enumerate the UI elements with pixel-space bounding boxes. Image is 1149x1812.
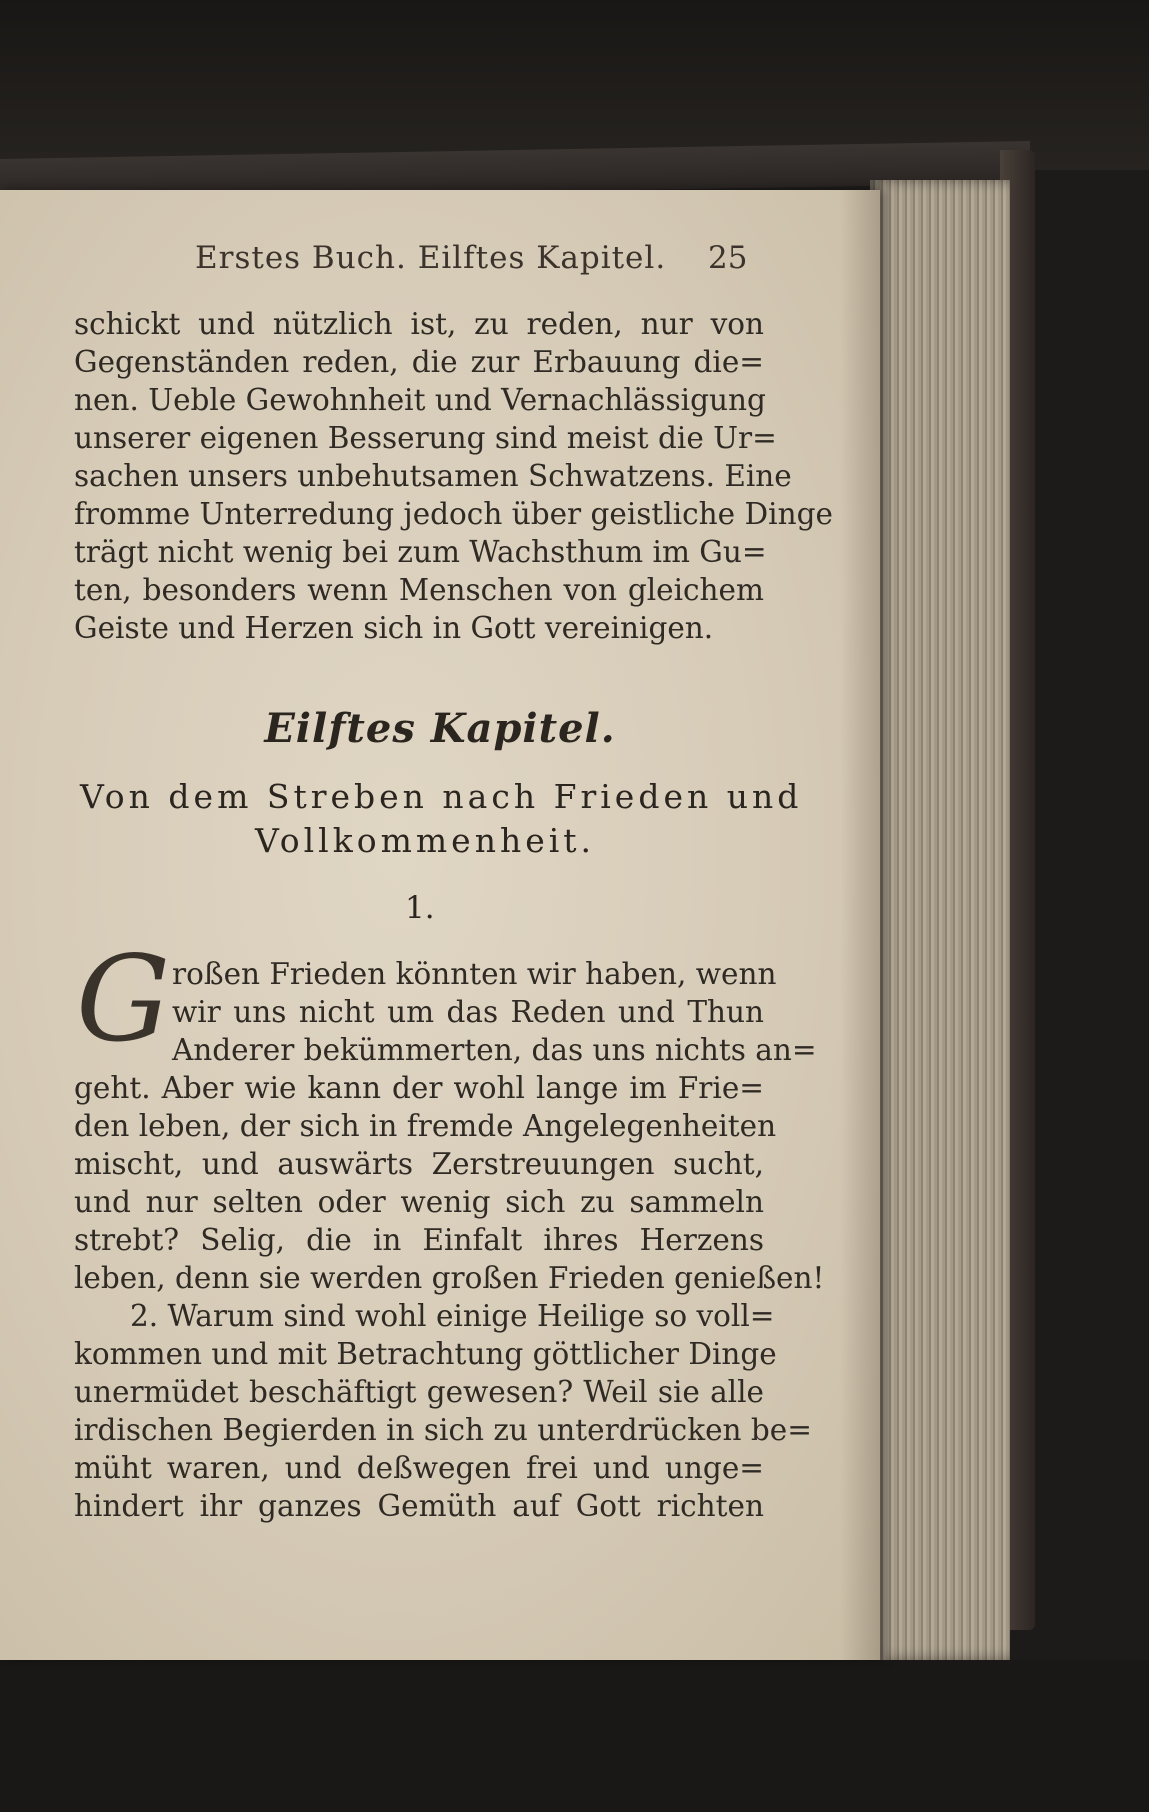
running-head: Erstes Buch. Eilftes Kapitel. [195,240,667,276]
text-line: trägt nicht wenig bei zum Wachsthum im Gu= [74,535,767,569]
text-line: irdischen Begierden in sich zu unterdrücken be= [74,1413,812,1447]
text-line: und nur selten oder wenig sich zu sammeln [74,1185,764,1219]
page-block-edges [870,180,1010,1660]
text-line: 2. Warum sind wohl einige Heilige so voll= [130,1299,775,1333]
page-number: 25 [708,240,748,276]
text-line: Anderer bekümmerten, das uns nichts an= [172,1033,817,1067]
backdrop-bottom [0,1660,1149,1812]
text-line: unermüdet beschäftigt gewesen? Weil sie alle [74,1375,764,1409]
text-line: nen. Ueble Gewohnheit und Vernachlässigung [74,383,766,417]
chapter-subtitle-line: Von dem Streben nach Frieden und [80,777,803,816]
text-line: kommen und mit Betrachtung göttlicher Dinge [74,1337,777,1371]
text-line: geht. Aber wie kann der wohl lange im Frie= [74,1071,764,1105]
chapter-subtitle-line: Vollkommenheit. [254,821,596,860]
text-line: sachen unsers unbehutsamen Schwatzens. Eine [74,459,792,493]
text-line: Geiste und Herzen sich in Gott vereinigen. [74,611,714,645]
text-line: ten, besonders wenn Menschen von gleichem [74,573,764,607]
text-line: strebt? Selig, die in Einfalt ihres Herzens [74,1223,764,1257]
section-number: 1. [405,890,435,926]
text-line: mischt, und auswärts Zerstreuungen sucht, [74,1147,764,1181]
text-line: den leben, der sich in fremde Angelegenheiten [74,1109,777,1143]
text-line: fromme Unterredung jedoch über geistliche Dinge [74,497,833,531]
text-line: leben, denn sie werden großen Frieden genießen! [74,1261,825,1295]
text-line: wir uns nicht um das Reden und Thun [172,995,764,1029]
text-line: schickt und nützlich ist, zu reden, nur von [74,307,764,341]
drop-cap: G [76,930,171,1068]
text-line: Gegenständen reden, die zur Erbauung die= [74,345,764,379]
text-line: roßen Frieden könnten wir haben, wenn [172,957,777,991]
chapter-title: Eilftes Kapitel. [264,705,616,752]
chapter-subtitle [80,775,803,863]
text-line: unserer eigenen Besserung sind meist die Ur= [74,421,777,455]
text-line: hindert ihr ganzes Gemüth auf Gott richten [74,1489,764,1523]
carryover-paragraph [74,305,833,647]
text-line: müht waren, und deßwegen frei und unge= [74,1451,764,1485]
section-text [74,955,825,1525]
